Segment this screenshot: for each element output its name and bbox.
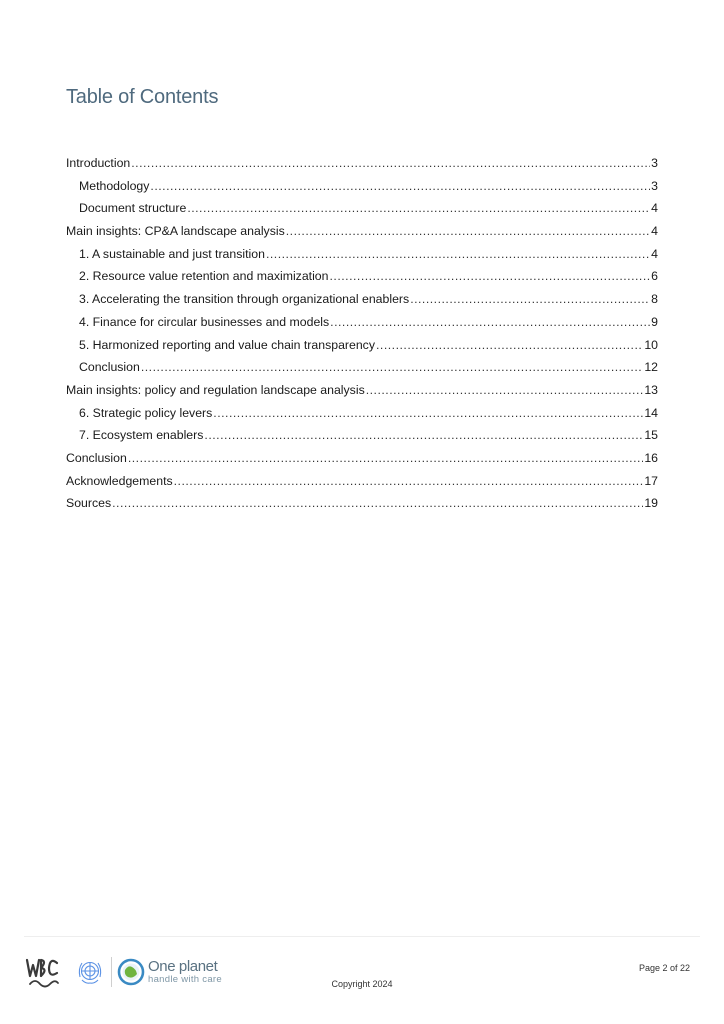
toc-entry-page: 4 bbox=[651, 246, 658, 261]
toc-entry-label: Acknowledgements bbox=[66, 473, 173, 488]
toc-entry[interactable] bbox=[66, 379, 658, 402]
toc-entry-page: 19 bbox=[644, 496, 658, 511]
dot-leader bbox=[366, 379, 644, 402]
toc-entry[interactable] bbox=[66, 356, 658, 379]
toc-entry-label: Conclusion bbox=[66, 450, 127, 465]
toc-entry-label: Main insights: policy and regulation landscape analysis bbox=[66, 382, 365, 397]
toc-entry-label: Conclusion bbox=[79, 360, 140, 375]
toc-entry-label: 1. A sustainable and just transition bbox=[79, 246, 265, 261]
toc-entry[interactable] bbox=[66, 243, 658, 266]
dot-leader bbox=[286, 220, 650, 243]
toc-entry-page: 13 bbox=[644, 382, 658, 397]
toc-entry-page: 15 bbox=[644, 428, 658, 443]
page-number: Page 2 of 22 bbox=[638, 963, 690, 973]
dot-leader bbox=[187, 197, 650, 220]
dot-leader bbox=[174, 470, 644, 493]
toc-entry[interactable] bbox=[66, 334, 658, 357]
toc-entry-label: Sources bbox=[66, 496, 112, 511]
dot-leader bbox=[330, 265, 651, 288]
toc-entry-label: Methodology bbox=[79, 178, 150, 193]
toc-entry-label: 6. Strategic policy levers bbox=[79, 405, 213, 420]
table-of-contents bbox=[66, 152, 658, 515]
dot-leader bbox=[141, 356, 643, 379]
toc-entry[interactable] bbox=[66, 424, 658, 447]
dot-leader bbox=[128, 447, 643, 470]
toc-entry[interactable] bbox=[66, 197, 658, 220]
toc-entry[interactable] bbox=[66, 288, 658, 311]
toc-entry-page: 16 bbox=[644, 450, 658, 465]
dot-leader bbox=[410, 288, 650, 311]
toc-entry[interactable] bbox=[66, 175, 658, 198]
toc-entry-label: 7. Ecosystem enablers bbox=[79, 428, 204, 443]
dot-leader bbox=[204, 424, 643, 447]
toc-entry[interactable] bbox=[66, 311, 658, 334]
toc-entry-label: Main insights: CP&A landscape analysis bbox=[66, 224, 285, 239]
toc-entry-label: 4. Finance for circular businesses and models bbox=[79, 314, 330, 329]
dot-leader bbox=[266, 243, 650, 266]
toc-entry-label: Document structure bbox=[79, 201, 187, 216]
dot-leader bbox=[112, 492, 643, 515]
dot-leader bbox=[150, 175, 650, 198]
footer-divider bbox=[24, 936, 700, 937]
dot-leader bbox=[376, 334, 643, 357]
toc-entry-page: 6 bbox=[651, 269, 658, 284]
toc-entry-label: 2. Resource value retention and maximization bbox=[79, 269, 329, 284]
toc-entry-label: Introduction bbox=[66, 156, 131, 170]
one-planet-subtitle: handle with care bbox=[148, 974, 222, 986]
toc-entry-page: 4 bbox=[651, 224, 658, 239]
toc-entry-page: 10 bbox=[644, 337, 658, 352]
toc-entry-page: 14 bbox=[644, 405, 658, 420]
copyright-notice: Copyright 2024 bbox=[331, 979, 393, 989]
toc-entry[interactable] bbox=[66, 470, 658, 493]
toc-entry[interactable] bbox=[66, 265, 658, 288]
toc-entry-page: 4 bbox=[651, 201, 658, 216]
dot-leader bbox=[131, 152, 650, 175]
toc-entry-page: 17 bbox=[644, 473, 658, 488]
toc-entry[interactable] bbox=[66, 220, 658, 243]
toc-entry-page: 8 bbox=[651, 292, 658, 307]
toc-title: Table of Contents bbox=[66, 86, 219, 108]
toc-entry[interactable] bbox=[66, 152, 658, 175]
toc-entry[interactable] bbox=[66, 447, 658, 470]
one-planet-title: One planet bbox=[148, 958, 218, 976]
toc-entry-label: 5. Harmonized reporting and value chain transparency bbox=[79, 337, 375, 352]
dot-leader bbox=[330, 311, 650, 334]
dot-leader bbox=[213, 402, 643, 425]
toc-entry-page: 3 bbox=[651, 156, 658, 170]
toc-entry-page: 3 bbox=[651, 178, 658, 193]
toc-entry[interactable] bbox=[66, 402, 658, 425]
toc-entry-page: 9 bbox=[651, 314, 658, 329]
toc-entry-label: 3. Accelerating the transition through organizational enablers bbox=[79, 292, 410, 307]
toc-entry-page: 12 bbox=[644, 360, 658, 375]
toc-entry[interactable] bbox=[66, 492, 658, 515]
